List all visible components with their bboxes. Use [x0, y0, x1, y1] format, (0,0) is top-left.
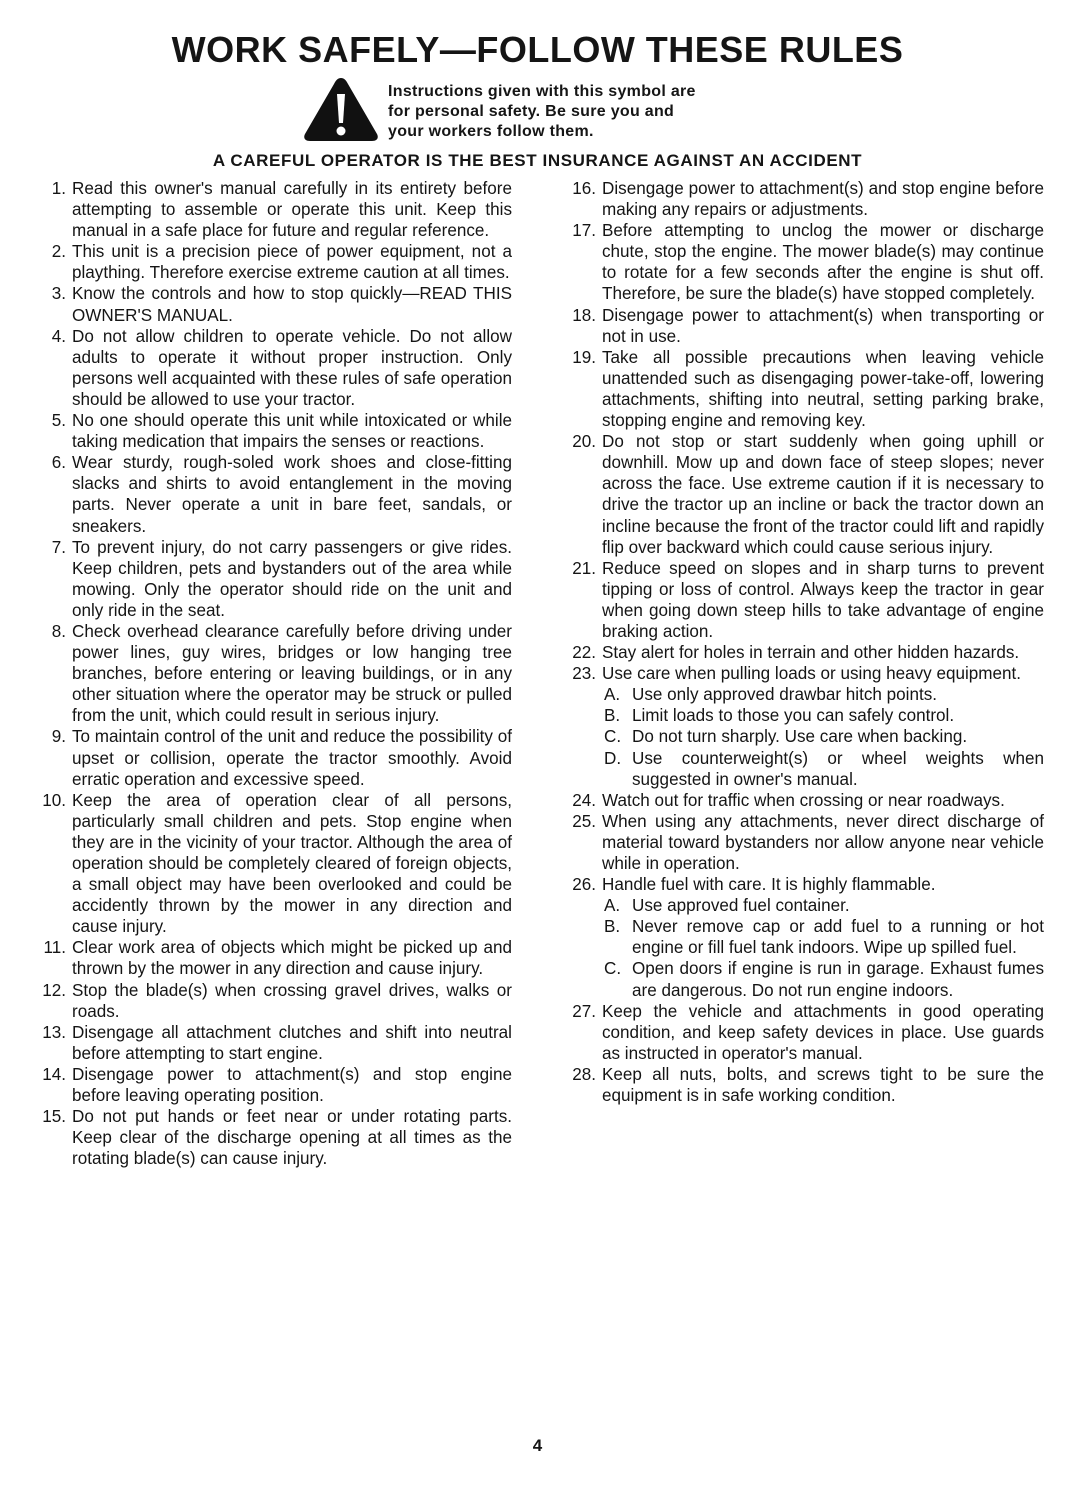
- subitem-text: Limit loads to those you can safely control.: [632, 706, 955, 726]
- subitem-text: Use only approved drawbar hitch points.: [632, 685, 938, 705]
- rule-text: Keep the vehicle and attachments in good operating condition, and keep safety devices in place. Use guards as instructed in operator's manual.: [602, 1001, 1044, 1063]
- rule-subitems: [602, 895, 1044, 1000]
- rule-text: Keep all nuts, bolts, and screws tight to be sure the equipment is in safe working condition.: [602, 1064, 1044, 1106]
- rule-item: [560, 305, 1044, 347]
- rule-number: 13.: [42, 1022, 66, 1042]
- rule-text: Read this owner's manual carefully in its entirety before attempting to assemble or operate this unit. Keep this manual in a safe place for future and regular reference.: [72, 179, 512, 241]
- rule-number: 14.: [42, 1064, 66, 1084]
- page-number: 4: [532, 1436, 543, 1455]
- rule-text: Do not stop or start suddenly when going uphill or downhill. Mow up and down face of steep slopes; never across the face. Use extreme caution if it is necessary to drive the tractor up an incline or back the tractor down an incline because the front of the tractor could lift and rapidly flip over backward which could cause serious injury.: [602, 432, 1044, 557]
- rule-item: [560, 558, 1044, 642]
- rule-number: 20.: [572, 432, 596, 452]
- rule-number: 28.: [572, 1064, 596, 1084]
- rule-number: 7.: [51, 537, 66, 557]
- rule-text: Do not put hands or feet near or under rotating parts. Keep clear of the discharge opening at all times as the rotating blade(s) can cause injury.: [72, 1107, 512, 1169]
- rule-text: Reduce speed on slopes and in sharp turns to prevent tipping or loss of control. Always keep the tractor in gear when going down steep hills to take advantage of engine braking action.: [602, 558, 1044, 641]
- warning-triangle-icon: [302, 76, 380, 142]
- rule-number: 6.: [51, 453, 66, 473]
- rule-item: [30, 980, 512, 1022]
- rule-text: Use care when pulling loads or using heavy equipment.: [602, 664, 1022, 684]
- rule-text: No one should operate this unit while intoxicated or while taking medication that impairs the senses or reactions.: [72, 411, 512, 452]
- rule-item: [30, 452, 512, 536]
- rule-item: [560, 811, 1044, 874]
- rule-text: Disengage power to attachment(s) and stop engine before making any repairs or adjustments.: [602, 179, 1044, 220]
- subitem-text: Do not turn sharply. Use care when backing.: [632, 727, 968, 747]
- rule-subitem: [602, 958, 1044, 1000]
- symbol-note-line: Instructions given with this symbol are: [388, 83, 696, 100]
- rule-number: 18.: [572, 305, 596, 325]
- symbol-note-text: [388, 82, 808, 142]
- rule-item: [30, 410, 512, 452]
- rule-number: 12.: [42, 980, 66, 1000]
- rule-number: 26.: [572, 875, 596, 895]
- subitem-letter: C.: [604, 959, 622, 979]
- subitem-letter: B.: [604, 706, 621, 726]
- rule-text: To prevent injury, do not carry passengers or give rides. Keep children, pets and bystanders out of the area while mowing. Only the operator should ride on the unit and only ride in the seat.: [72, 537, 512, 620]
- rule-number: 2.: [51, 242, 66, 262]
- rules-column-left: [30, 178, 512, 1169]
- rule-subitem: [602, 726, 1044, 747]
- rule-item: [30, 283, 512, 325]
- rule-item: [560, 1064, 1044, 1106]
- rule-subitem: [602, 684, 1044, 705]
- rule-subitem: [602, 916, 1044, 958]
- rule-number: 25.: [572, 811, 596, 831]
- section-subtitle: A CAREFUL OPERATOR IS THE BEST INSURANCE AGAINST AN ACCIDENT: [212, 151, 863, 170]
- subitem-letter: C.: [604, 727, 622, 747]
- rule-item: [30, 937, 512, 979]
- rule-number: 21.: [572, 558, 596, 578]
- rule-text: Watch out for traffic when crossing or near roadways.: [602, 790, 1005, 810]
- rule-number: 24.: [572, 790, 596, 810]
- rule-subitem: [602, 705, 1044, 726]
- rule-item: [560, 790, 1044, 811]
- rule-item: [30, 726, 512, 789]
- subitem-text: Never remove cap or add fuel to a running or hot engine or fill fuel tank indoors. Wipe up spilled fuel.: [632, 917, 1044, 958]
- rule-item: [30, 621, 512, 726]
- rule-item: [30, 241, 512, 283]
- rule-text: Do not allow children to operate vehicle. Do not allow adults to operate it without proper instruction. Only persons well acquainted with these rules of safe operation should be allowed to use your tractor.: [72, 326, 512, 409]
- safety-symbol-note: [302, 76, 802, 142]
- rule-item: [30, 178, 512, 241]
- rule-number: 1.: [51, 179, 66, 198]
- rule-text: Know the controls and how to stop quickly—READ THIS OWNER'S MANUAL.: [72, 284, 512, 325]
- rule-number: 8.: [51, 621, 66, 641]
- symbol-note-line: for personal safety. Be sure you and: [388, 103, 675, 120]
- rule-text: Keep the area of operation clear of all persons, particularly small children and pets. Stop engine when they are in the vicinity of your tractor. Although the area of operation should be completely cleared of foreign objects, a small object may have been overlooked and could be accidently thrown by the mower in any direction and cause injury.: [72, 790, 512, 937]
- rule-number: 5.: [51, 411, 66, 431]
- rule-item: [560, 220, 1044, 304]
- rule-subitems: [602, 684, 1044, 789]
- rule-item: [560, 874, 1044, 1001]
- rule-item: [560, 642, 1044, 663]
- rule-item: [560, 347, 1044, 431]
- rule-item: [560, 431, 1044, 558]
- subitem-text: Use counterweight(s) or wheel weights when suggested in owner's manual.: [632, 748, 1044, 789]
- rule-text: Wear sturdy, rough-soled work shoes and close-fitting slacks and shirts to avoid entanglement in the moving parts. Never operate a unit in bare feet, sandals, or sneakers.: [72, 453, 512, 536]
- rule-text: To maintain control of the unit and reduce the possibility of upset or collision, operate the tractor smoothly. Avoid erratic operation and excessive speed.: [72, 727, 512, 789]
- rule-item: [30, 1064, 512, 1106]
- rule-number: 22.: [572, 643, 596, 663]
- rule-text: Stay alert for holes in terrain and other hidden hazards.: [602, 643, 1020, 663]
- rule-text: This unit is a precision piece of power equipment, not a plaything. Therefore exercise extreme caution at all times.: [72, 242, 512, 283]
- rule-text: Check overhead clearance carefully before driving under power lines, guy wires, bridges or low hanging tree branches, before entering or leaving buildings, or in any other situation where the operator may be struck or pulled from the unit, which could result in serious injury.: [72, 621, 512, 726]
- rule-text: Handle fuel with care. It is highly flammable.: [602, 875, 936, 895]
- rule-number: 9.: [51, 727, 66, 747]
- rule-item: [560, 178, 1044, 220]
- rule-text: Disengage power to attachment(s) and stop engine before leaving operating position.: [72, 1064, 512, 1106]
- rule-text: Take all possible precautions when leaving vehicle unattended such as disengaging power-take-off, lowering attachments, shifting into neutral, setting parking brake, stopping engine and removing key.: [602, 347, 1044, 431]
- rule-subitem: [602, 748, 1044, 790]
- rule-item: [30, 790, 512, 938]
- symbol-note-line: your workers follow them.: [388, 123, 594, 140]
- rule-item: [30, 1106, 512, 1169]
- rule-item: [560, 663, 1044, 790]
- rule-number: 3.: [51, 284, 66, 304]
- rule-number: 4.: [51, 326, 66, 346]
- subitem-letter: A.: [604, 896, 621, 916]
- rule-number: 23.: [572, 664, 596, 684]
- subitem-letter: B.: [604, 917, 621, 937]
- rules-column-right: [560, 178, 1044, 1106]
- rule-text: Disengage all attachment clutches and shift into neutral before attempting to start engine.: [72, 1022, 512, 1063]
- rule-text: Clear work area of objects which might be picked up and thrown by the mower in any direction and cause injury.: [72, 938, 512, 979]
- rule-number: 11.: [43, 938, 66, 958]
- rule-item: [30, 537, 512, 621]
- rule-text: Before attempting to unclog the mower or discharge chute, stop the engine. The mower blade(s) may continue to rotate for a few seconds after the engine is shut off. Therefore, be sure the blade(s) have stopped completely.: [602, 221, 1044, 304]
- rule-number: 10.: [42, 790, 66, 810]
- subitem-text: Open doors if engine is run in garage. Exhaust fumes are dangerous. Do not run engine indoors.: [632, 959, 1044, 1000]
- rule-item: [560, 1001, 1044, 1064]
- rule-text: Stop the blade(s) when crossing gravel drives, walks or roads.: [72, 980, 512, 1021]
- subitem-text: Use approved fuel container.: [632, 896, 850, 916]
- rule-number: 17.: [572, 221, 596, 241]
- rule-item: [30, 1022, 512, 1064]
- subitem-letter: D.: [604, 748, 622, 768]
- rule-item: [30, 326, 512, 410]
- page-title: WORK SAFELY—FOLLOW THESE RULES: [171, 29, 904, 70]
- subitem-letter: A.: [604, 685, 621, 705]
- rule-text: Disengage power to attachment(s) when transporting or not in use.: [602, 305, 1044, 346]
- rule-number: 19.: [572, 347, 596, 367]
- rule-number: 27.: [572, 1001, 596, 1021]
- rule-number: 16.: [572, 179, 596, 198]
- rule-text: When using any attachments, never direct discharge of material toward bystanders nor allow anyone near vehicle while in operation.: [602, 811, 1044, 873]
- rule-number: 15.: [42, 1107, 66, 1127]
- rule-subitem: [602, 895, 1044, 916]
